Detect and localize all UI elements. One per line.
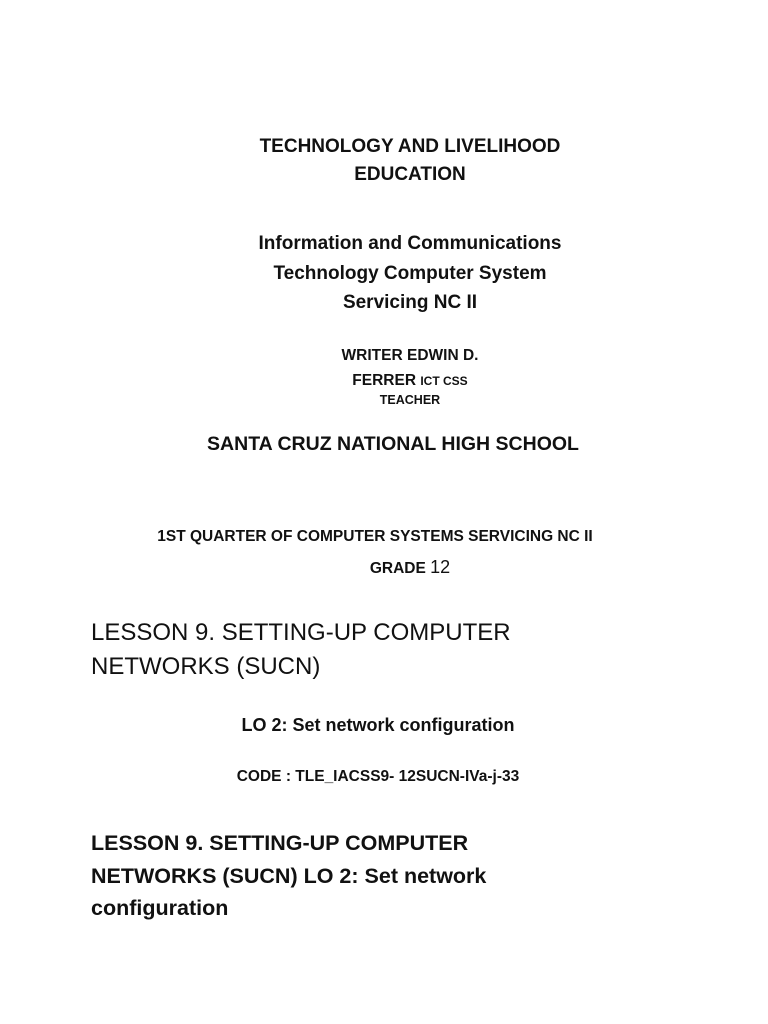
learning-outcome: LO 2: Set network configuration [241,715,515,735]
writer-line-2 [250,368,570,394]
lesson-full-line-3: configuration [91,896,229,920]
school-name: SANTA CRUZ NATIONAL HIGH SCHOOL [207,433,579,455]
curriculum-code: CODE : TLE_IACSS9- 12SUCN-IVa-j-33 [236,768,520,785]
track-title-line-3: Servicing NC II [342,292,478,313]
writer-role-line: TEACHER [379,393,441,407]
grade-label: GRADE [369,560,426,577]
subject-title-line-2: EDUCATION [354,164,466,185]
subject-title [190,133,630,189]
track-title [190,229,630,318]
grade-heading [298,556,522,580]
quarter-heading: 1ST QUARTER OF COMPUTER SYSTEMS SERVICING NC II [157,528,593,545]
track-title-line-2: Technology Computer System [273,262,547,284]
lesson-full-line-1: LESSON 9. SETTING-UP COMPUTER [91,831,469,855]
subject-title-line-1: TECHNOLOGY AND LIVELIHOOD [259,136,561,157]
lesson-title-line-2: NETWORKS (SUCN) [91,653,321,680]
lesson-title [91,616,511,684]
lesson-title-line-1: LESSON 9. SETTING-UP COMPUTER [91,619,511,646]
writer-role-small: ICT CSS [420,374,468,388]
writer-last-name: FERRER [352,372,417,389]
lesson-full-heading [91,827,551,925]
writer-line-1: WRITER EDWIN D. [341,347,479,364]
writer-credit [250,343,570,407]
track-title-line-1: Information and Communications [258,233,562,254]
lesson-full-line-2: NETWORKS (SUCN) LO 2: Set network [91,863,487,888]
grade-number: 12 [430,557,451,577]
